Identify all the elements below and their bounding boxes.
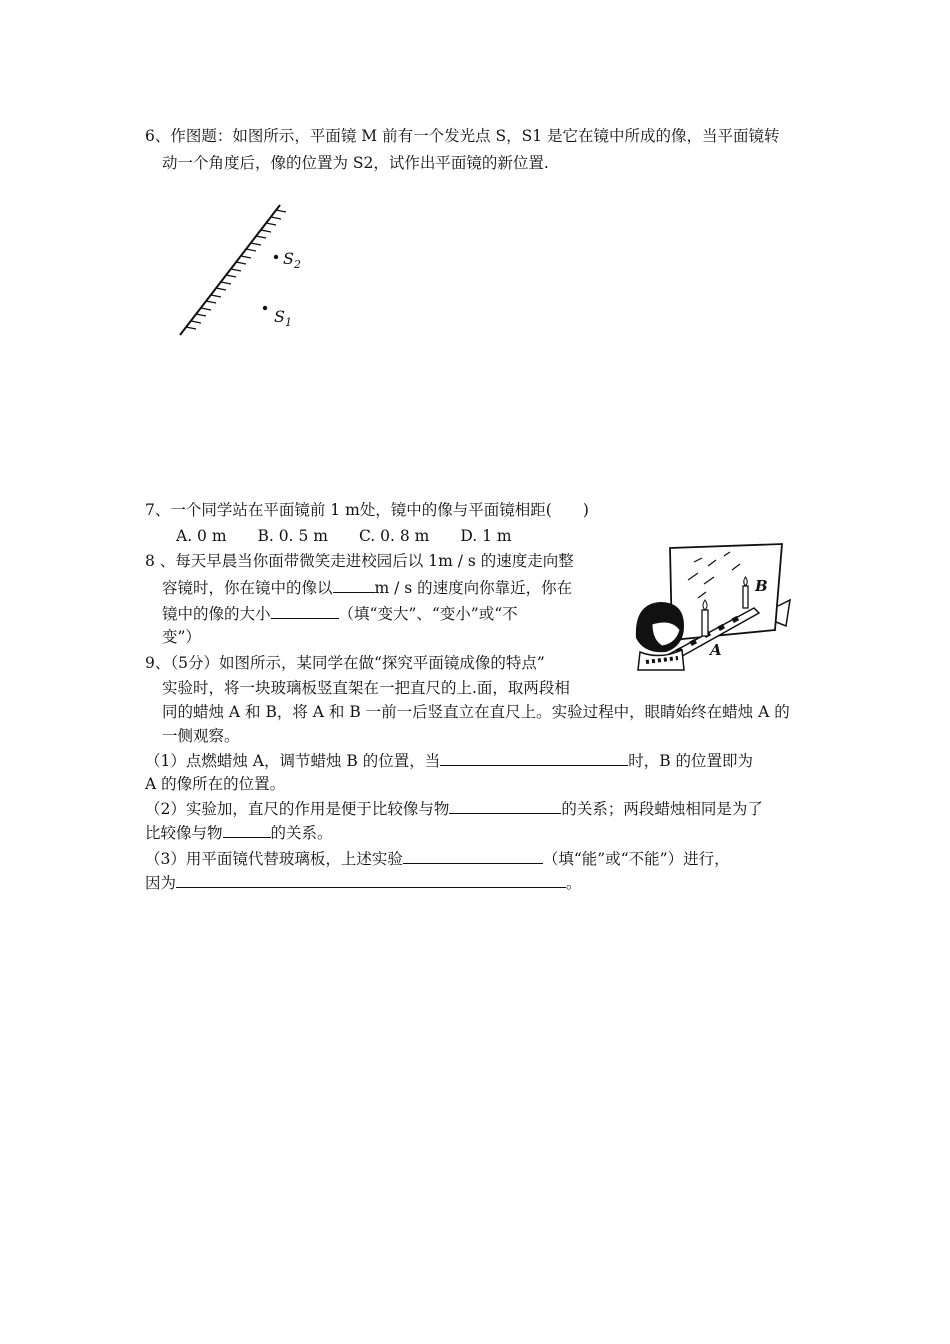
label-s1: $S_1$: [274, 307, 292, 329]
q9-blank-4[interactable]: [403, 847, 543, 864]
q9-part-3-cont: [145, 871, 582, 894]
q7-options: A. 0 m B. 0. 5 m C. 0. 8 m D. 1 m: [176, 527, 512, 545]
q8-line-3-end: （填“变大”、“变小”或“不: [338, 605, 518, 623]
q9-line-4: 一侧观察。: [162, 727, 240, 745]
q9-part-2-end: 的关系；两段蜡烛相同是为了: [561, 800, 763, 818]
q9-part-3: [145, 847, 730, 870]
q8-line-2: [162, 576, 572, 599]
q9-part-2-cont-start: 比较像与物: [145, 824, 223, 842]
q9-part-2: [145, 797, 763, 820]
label-a: A: [710, 641, 722, 659]
label-s2: $S_2$: [283, 249, 301, 271]
q8-line-3: [162, 602, 518, 625]
q9-blank-2[interactable]: [449, 797, 561, 814]
student-head: [636, 602, 684, 670]
q9-part-3-cont-end: 。: [566, 874, 582, 892]
q8-line-1: 8 、每天早晨当你面带微笑走进校园后以 1m / s 的速度走向整: [145, 552, 574, 570]
mirror-hatching: [186, 210, 286, 329]
q9-part-1-cont: A 的像所在的位置。: [145, 775, 286, 793]
q9-part-1-start: （1）点燃蜡烛 A，调节蜡烛 B 的位置，当: [145, 752, 441, 770]
q6-line-1: 6、作图题：如图所示，平面镜 M 前有一个发光点 S，S1 是它在镜中所成的像，当平面镜转: [145, 127, 780, 145]
label-b: B: [755, 577, 768, 595]
q8-blank-size[interactable]: [271, 602, 339, 619]
point-s1: [263, 306, 267, 310]
q9-line-2: 实验时，将一块玻璃板竖直架在一把直尺的上.面，取两段相: [162, 679, 570, 697]
q8-blank-speed[interactable]: [333, 576, 375, 593]
q9-part-3-cont-start: 因为: [145, 874, 177, 892]
q9-line-1: 9、（5分）如图所示，某同学在做“探究平面镜成像的特点”: [145, 654, 545, 672]
q9-part-1-end: 时，B 的位置即为: [628, 752, 754, 770]
q9-part-2-start: （2）实验加，直尺的作用是便于比较像与物: [145, 800, 450, 818]
plate-clip: [776, 600, 790, 626]
mirror-line: [180, 205, 280, 335]
q8-line-2-end: m / s 的速度向你靠近，你在: [374, 579, 573, 597]
q9-part-2-cont: [145, 821, 333, 844]
candle-b: [743, 577, 748, 608]
q9-blank-3[interactable]: [223, 821, 271, 838]
mirror-figure: [170, 200, 360, 345]
q9-part-3-start: （3）用平面镜代替玻璃板，上述实验: [145, 850, 403, 868]
q9-line-3: 同的蜡烛 A 和 B，将 A 和 B 一前一后竖直立在直尺上。实验过程中，眼睛始终在蜡烛 A 的: [162, 703, 790, 721]
q9-part-1: [145, 749, 753, 772]
q9-part-3-end: （填“能”或“不能”）进行，: [542, 850, 730, 868]
glass-reflection-marks: [688, 552, 740, 598]
q8-line-3-start: 镜中的像的大小: [162, 605, 271, 623]
q8-line-2-start: 容镜时，你在镜中的像以: [162, 579, 333, 597]
q9-blank-5[interactable]: [176, 871, 566, 888]
candle-experiment-figure: [632, 540, 802, 675]
point-s2: [274, 255, 278, 259]
q9-blank-1[interactable]: [440, 749, 628, 766]
q8-line-4: 变”）: [162, 628, 201, 646]
q9-part-2-cont-end: 的关系。: [270, 824, 333, 842]
candle-a: [702, 600, 708, 636]
q6-line-2: 动一个角度后，像的位置为 S2，试作出平面镜的新位置.: [162, 154, 549, 172]
q7-stem: 7、一个同学站在平面镜前 1 m处，镜中的像与平面镜相距( ): [145, 501, 589, 519]
